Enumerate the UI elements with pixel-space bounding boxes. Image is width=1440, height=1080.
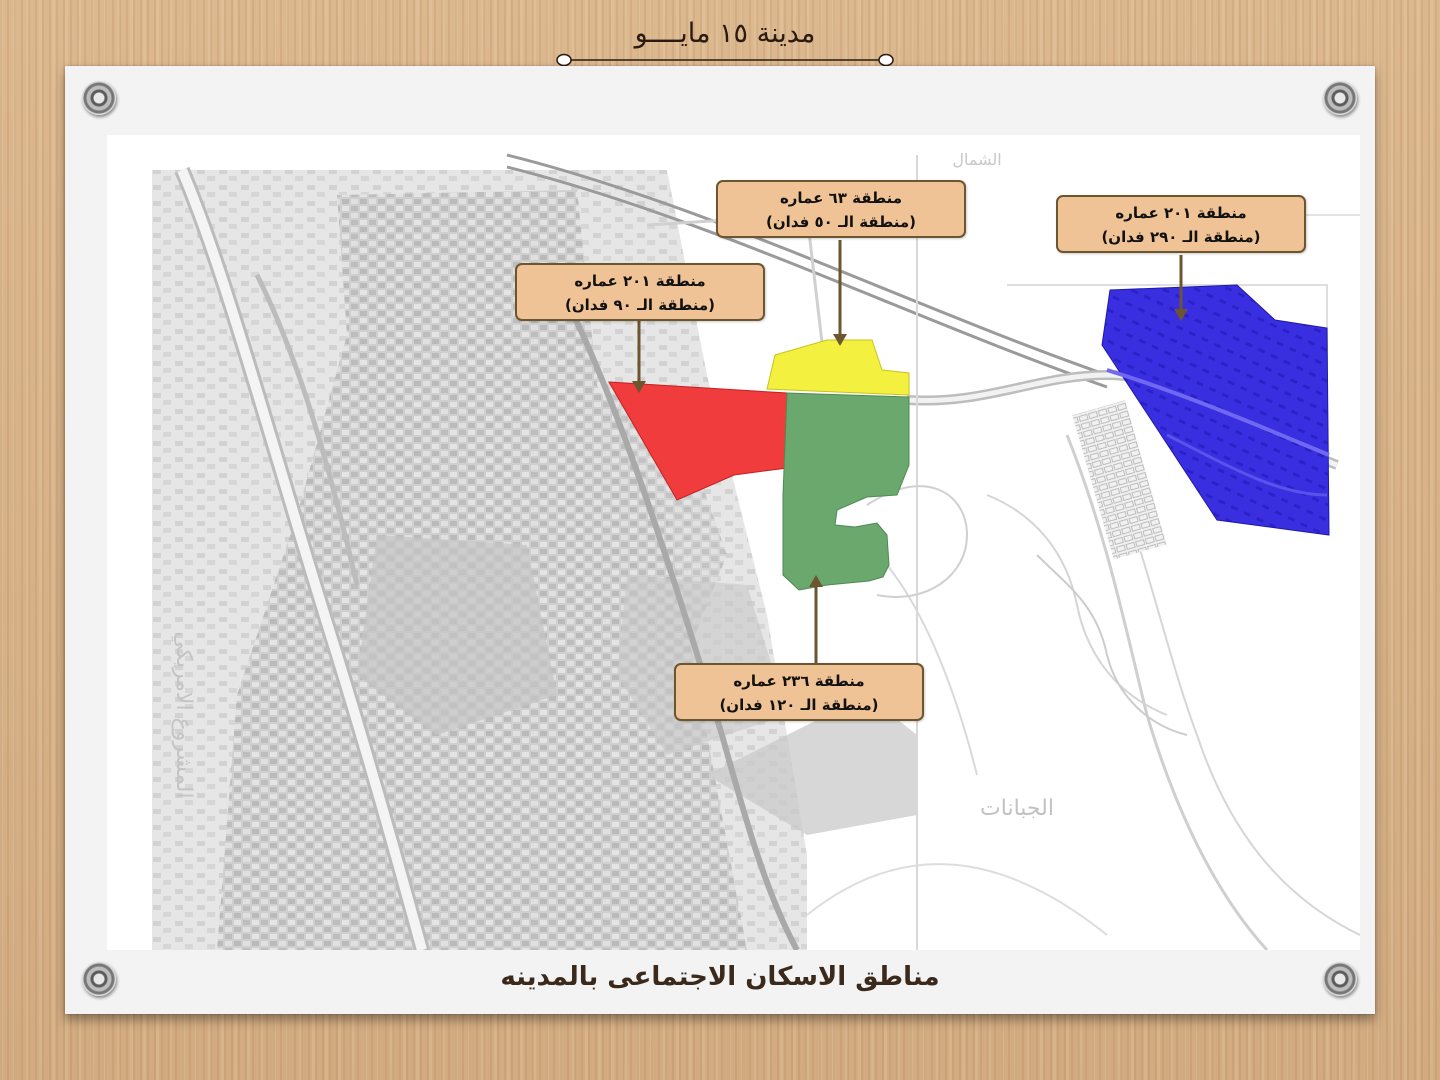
city-title: مدينة ١٥ مايــــو [634,18,816,49]
cemetery-label: الجبانات [980,796,1054,821]
map-caption: مناطق الاسكان الاجتماعى بالمدينه [500,962,940,992]
callout-red-zone [515,263,765,321]
callout-line2: (منطقة الـ ٥٠ فدان) [766,213,916,231]
callout-line1: منطقة ٦٣ عماره [779,189,903,207]
map-base [107,135,1360,950]
header [555,18,895,68]
callout-line2: (منطقة الـ ٢٩٠ فدان) [1101,228,1261,246]
callout-line1: منطقة ٢٣٦ عماره [733,672,865,690]
callout-line1: منطقة ٢٠١ عماره [574,272,706,290]
north-label: الشمال [952,150,1002,169]
american-project-label: المشروع الامريكي [171,631,196,799]
city-map[interactable] [107,135,1360,950]
title-ornament-line [555,53,895,67]
map-card [65,66,1375,1014]
rivet-icon [1323,81,1357,115]
callout-line1: منطقة ٢٠١ عماره [1115,204,1247,222]
zone-yellow[interactable] [767,340,909,395]
callout-line2: (منطقة الـ ١٢٠ فدان) [719,696,879,714]
callout-yellow-zone [716,180,966,238]
zone-green[interactable] [783,393,909,590]
callout-blue-zone [1056,195,1306,253]
callout-green-zone [674,663,924,721]
callout-line2: (منطقة الـ ٩٠ فدان) [565,296,715,314]
rivet-icon [82,81,116,115]
